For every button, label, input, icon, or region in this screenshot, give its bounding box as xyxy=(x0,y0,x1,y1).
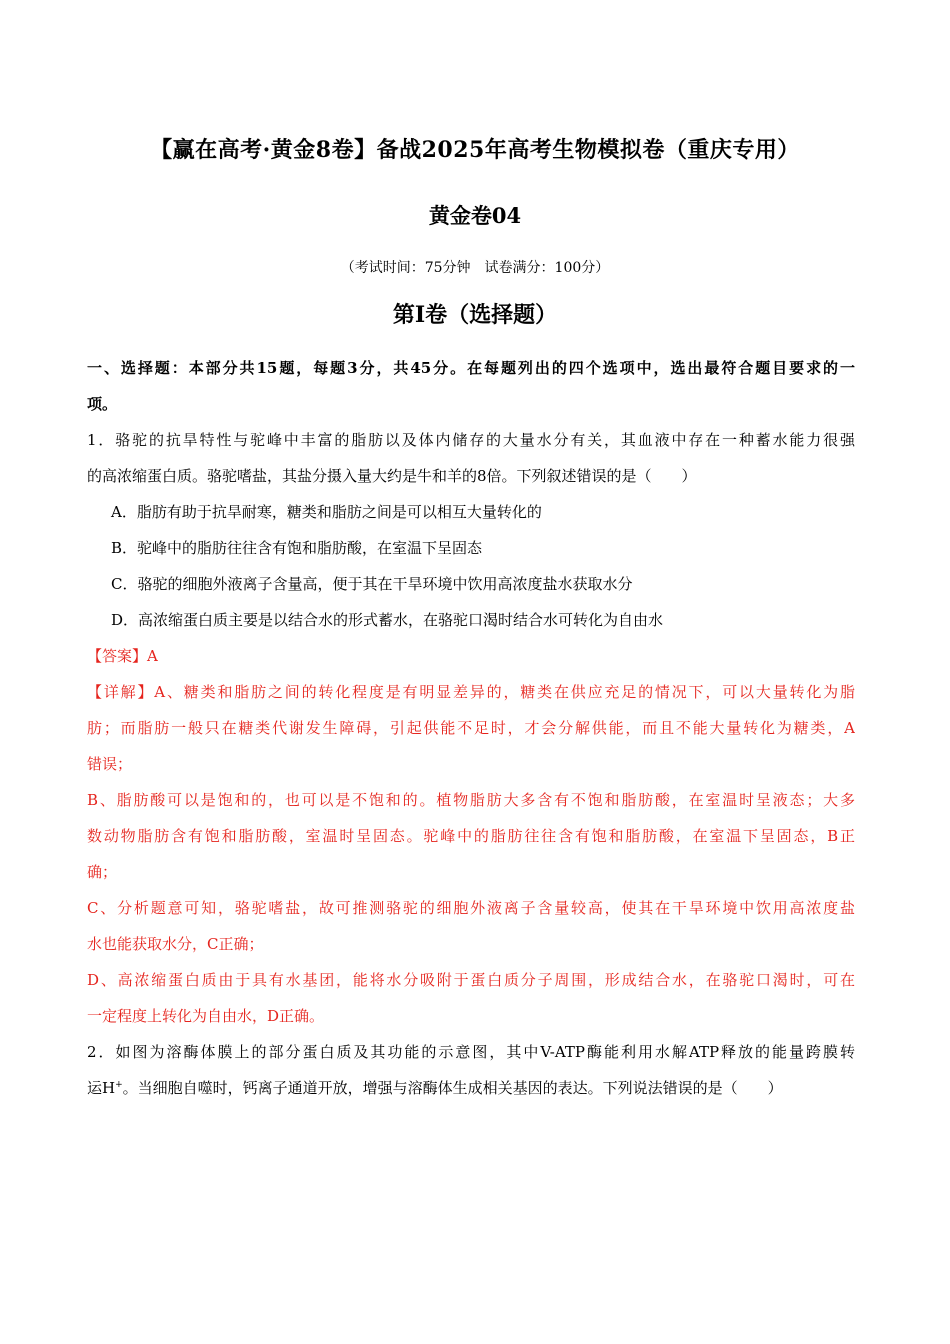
paper-subtitle: 黄金卷04 xyxy=(428,203,522,228)
question-1-answer: 【答案】A xyxy=(87,647,158,665)
explanation-line: 确； xyxy=(87,863,118,881)
superscript-plus: + xyxy=(115,1080,123,1090)
explanation-line: 水也能获取水分，C正确； xyxy=(87,935,264,953)
question-1-option-d: D．高浓缩蛋白质主要是以结合水的形式蓄水，在骆驼口渴时结合水可转化为自由水 xyxy=(111,611,664,629)
section-instructions-cont: 项。 xyxy=(87,395,118,413)
document-title: 【赢在高考·黄金8卷】备战2025年高考生物模拟卷（重庆专用） xyxy=(150,137,800,163)
question-1-option-b: B．驼峰中的脂肪往往含有饱和脂肪酸，在室温下呈固态 xyxy=(111,539,483,557)
section-instructions: 一、选择题：本部分共15题，每题3分，共45分。在每题列出的四个选项中，选出最符合题目要求的一 xyxy=(87,359,855,377)
question-1-option-a: A．脂肪有助于抗旱耐寒，糖类和脂肪之间是可以相互大量转化的 xyxy=(111,503,542,521)
question-2-stem: 2．如图为溶酶体膜上的部分蛋白质及其功能的示意图，其中V-ATP酶能利用水解ATP释放的能量跨膜转 xyxy=(87,1043,855,1061)
explanation-line: 肪；而脂肪一般只在糖类代谢发生障碍，引起供能不足时，才会分解供能，而且不能大量转化为糖类，A xyxy=(87,719,855,737)
question-1-stem: 1．骆驼的抗旱特性与驼峰中丰富的脂肪以及体内储存的大量水分有关，其血液中存在一种蓄水能力很强 xyxy=(87,431,855,449)
q2-stem-suffix: 。当细胞自噬时，钙离子通道开放，增强与溶酶体生成相关基因的表达。下列说法错误的是（ ） xyxy=(122,1079,783,1097)
explanation-line: 数动物脂肪含有饱和脂肪酸，室温时呈固态。驼峰中的脂肪往往含有饱和脂肪酸，在室温下呈固态，B正 xyxy=(87,827,855,845)
volume-heading: 第I卷（选择题） xyxy=(392,302,558,328)
exam-info: （考试时间：75分钟 试卷满分：100分） xyxy=(340,260,610,276)
question-1-stem-cont: 的高浓缩蛋白质。骆驼嗜盐，其盐分摄入量大约是牛和羊的8倍。下列叙述错误的是（ ） xyxy=(87,467,697,485)
explanation-line: 一定程度上转化为自由水，D正确。 xyxy=(87,1007,325,1025)
document-body xyxy=(87,350,855,1106)
question-2-stem-cont xyxy=(87,1070,855,1106)
explanation-line: 错误； xyxy=(87,755,133,773)
q2-stem-prefix: 运H xyxy=(87,1079,116,1097)
question-1-option-c: C．骆驼的细胞外液离子含量高，便于其在干旱环境中饮用高浓度盐水获取水分 xyxy=(111,575,633,593)
explanation-line: 【详解】A、糖类和脂肪之间的转化程度是有明显差异的，糖类在供应充足的情况下，可以大量转化为脂 xyxy=(87,683,855,701)
explanation-line: D、高浓缩蛋白质由于具有水基团，能将水分吸附于蛋白质分子周围，形成结合水，在骆驼口渴时，可在 xyxy=(87,971,855,989)
explanation-line: C、分析题意可知，骆驼嗜盐，故可推测骆驼的细胞外液离子含量较高，使其在干旱环境中饮用高浓度盐 xyxy=(87,899,855,917)
explanation-line: B、脂肪酸可以是饱和的，也可以是不饱和的。植物脂肪大多含有不饱和脂肪酸，在室温时呈液态；大多 xyxy=(87,791,855,809)
